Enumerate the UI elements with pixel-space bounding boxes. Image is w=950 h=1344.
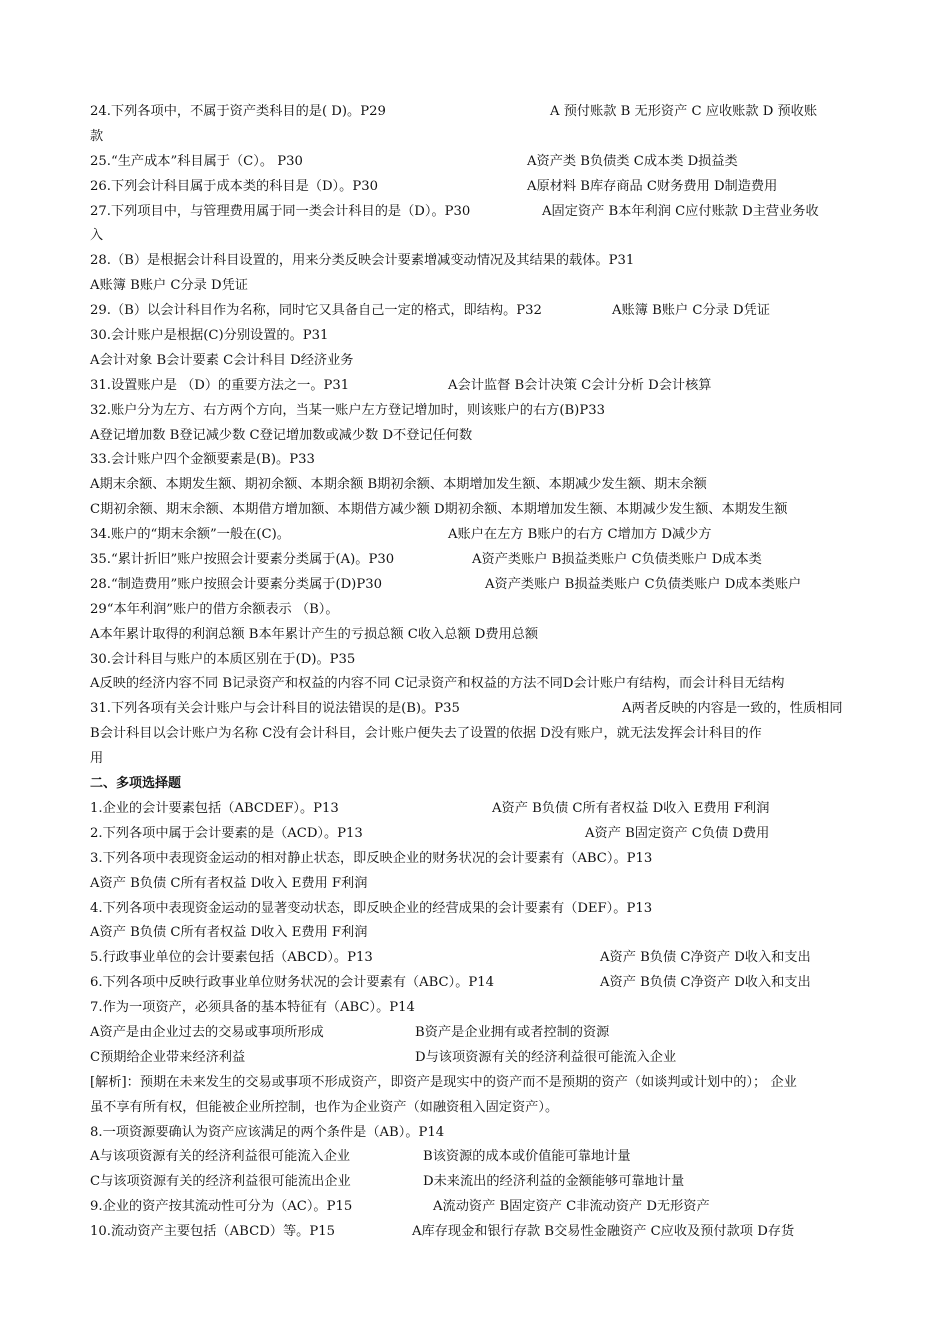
- text-line: [90, 374, 890, 399]
- text-line: [90, 150, 890, 175]
- text-line: [90, 175, 890, 200]
- line-options: A资产类 B负债类 C成本类 D损益类: [527, 153, 738, 169]
- line-text: 9.企业的资产按其流动性可分为（AC）。P15: [90, 1199, 353, 1215]
- line-text: A期末余额、本期发生额、期初余额、本期余额 B期初余额、本期增加发生额、本期减少发生额、期末余额: [90, 477, 707, 493]
- line-options: A两者反映的内容是一致的，性质相同: [622, 701, 843, 717]
- text-line: [90, 1046, 890, 1071]
- line-text: A与该项资源有关的经济利益很可能流入企业: [90, 1149, 351, 1165]
- text-line: [90, 573, 890, 598]
- line-options: A账簿 B账户 C分录 D凭证: [612, 303, 770, 319]
- text-line: [90, 872, 890, 897]
- line-text: C预期给企业带来经济利益: [90, 1049, 246, 1065]
- text-line: [90, 473, 890, 498]
- line-options: A资产 B负债 C净资产 D收入和支出: [600, 950, 811, 966]
- line-options: A资产 B负债 C所有者权益 D收入 E费用 F利润: [492, 800, 770, 816]
- line-options: A库存现金和银行存款 B交易性金融资产 C应收及预付款项 D存货: [412, 1224, 795, 1240]
- line-text: A登记增加数 B登记减少数 C登记增加数或减少数 D不登记任何数: [90, 427, 473, 443]
- line-options: A会计监督 B会计决策 C会计分析 D会计核算: [448, 377, 712, 393]
- line-text: 4.下列各项中表现资金运动的显著变动状态，即反映企业的经营成果的会计要素有（DEF）。P13: [90, 900, 653, 916]
- text-line: [90, 1170, 890, 1195]
- text-line: [90, 299, 890, 324]
- line-text: 虽不享有所有权，但能被企业所控制，也作为企业资产（如融资租入固定资产）。: [90, 1099, 559, 1115]
- line-text: 8.一项资源要确认为资产应该满足的两个条件是（AB）。P14: [90, 1124, 445, 1140]
- text-line: [90, 1071, 890, 1096]
- section-heading: [90, 772, 890, 797]
- line-text: 入: [90, 228, 104, 244]
- line-options: A资产类账户 B损益类账户 C负债类账户 D成本类: [472, 552, 762, 568]
- text-line: [90, 921, 890, 946]
- line-text: A反映的经济内容不同 B记录资产和权益的内容不同 C记录资产和权益的方法不同D会计账户有结构，而会计科目无结构: [90, 676, 785, 692]
- line-options: A 预付账款 B 无形资产 C 应收账款 D 预收账: [550, 104, 818, 119]
- line-text: 31.下列各项有关会计账户与会计科目的说法错误的是(B)。P35: [90, 701, 460, 717]
- line-text: A资产 B负债 C所有者权益 D收入 E费用 F利润: [90, 925, 368, 941]
- line-options: A固定资产 B本年利润 C应付账款 D主营业务收: [542, 203, 819, 219]
- line-text: 用: [90, 751, 104, 767]
- text-line: [90, 274, 890, 299]
- line-text: 35.“累计折旧”账户按照会计要素分类属于(A)。P30: [90, 552, 395, 568]
- line-options: A账户在左方 B账户的右方 C增加方 D减少方: [448, 527, 712, 543]
- line-options: A流动资产 B固定资产 C非流动资产 D无形资产: [433, 1199, 710, 1215]
- text-line: [90, 399, 890, 424]
- line-text: C期初余额、期末余额、本期借方增加额、本期借方减少额 D期初余额、本期增加发生额、本期减少发生额、本期发生额: [90, 502, 788, 518]
- text-line: [90, 1145, 890, 1170]
- text-line: [90, 996, 890, 1021]
- line-text: 25.“生产成本”科目属于（C）。 P30: [90, 153, 303, 169]
- line-text: 33.会计账户四个金额要素是(B)。P33: [90, 452, 315, 468]
- line-text: A会计对象 B会计要素 C会计科目 D经济业务: [90, 352, 354, 368]
- text-line: [90, 200, 890, 225]
- line-text: 款: [90, 128, 104, 144]
- text-line: [90, 448, 890, 473]
- line-text: 34.账户的“期末余额”一般在(C)。: [90, 527, 290, 543]
- line-text: 32.账户分为左方、右方两个方向，当某一账户左方登记增加时，则该账户的右方(B)P33: [90, 402, 605, 418]
- line-text: 29“本年利润”账户的借方余额表示 （B）。: [90, 601, 339, 617]
- text-line: [90, 324, 890, 349]
- line-text: 27.下列项目中，与管理费用属于同一类会计科目的是（D）。P30: [90, 203, 471, 219]
- line-text: 28.（B）是根据会计科目设置的，用来分类反映会计要素增减变动情况及其结果的载体。P31: [90, 253, 635, 269]
- line-text: 28.“制造费用”账户按照会计要素分类属于(D)P30: [90, 576, 382, 592]
- text-line: [90, 125, 890, 150]
- line-options: D与该项资源有关的经济利益很可能流入企业: [415, 1049, 677, 1065]
- text-line: [90, 1121, 890, 1146]
- line-text: 24.下列各项中，不属于资产类科目的是( D)。P29: [90, 104, 386, 119]
- line-text: 6.下列各项中反映行政事业单位财务状况的会计要素有（ABC）。P14: [90, 975, 495, 991]
- line-text: 3.下列各项中表现资金运动的相对静止状态，即反映企业的财务状况的会计要素有（ABC）。P13: [90, 850, 653, 866]
- text-line: [90, 498, 890, 523]
- text-line: [90, 847, 890, 872]
- line-text: A资产 B负债 C所有者权益 D收入 E费用 F利润: [90, 875, 368, 891]
- line-text: C与该项资源有关的经济利益很可能流出企业: [90, 1174, 351, 1190]
- text-line: [90, 424, 890, 449]
- line-text: [解析]：预期在未来发生的交易或事项不形成资产，即资产是现实中的资产而不是预期的资产（如谈判或计划中的）； 企业: [90, 1074, 797, 1090]
- line-options: A原材料 B库存商品 C财务费用 D制造费用: [527, 178, 778, 194]
- text-line: [90, 523, 890, 548]
- text-line: [90, 747, 890, 772]
- text-line: [90, 1195, 890, 1220]
- line-options: A资产 B负债 C净资产 D收入和支出: [600, 975, 811, 991]
- line-text: 1.企业的会计要素包括（ABCDEF）。P13: [90, 800, 339, 816]
- line-text: 30.会计账户是根据(C)分别设置的。P31: [90, 328, 329, 344]
- text-line: [90, 822, 890, 847]
- line-text: 26.下列会计科目属于成本类的科目是（D）。P30: [90, 178, 378, 194]
- line-text: 5.行政事业单位的会计要素包括（ABCD）。P13: [90, 950, 373, 966]
- line-text: A账簿 B账户 C分录 D凭证: [90, 278, 248, 294]
- line-text: A资产是由企业过去的交易或事项所形成: [90, 1024, 324, 1040]
- text-line: [90, 1220, 890, 1245]
- line-text: B会计科目以会计账户为名称 C没有会计科目，会计账户便失去了设置的依据 D没有账户，就无法发挥会计科目的作: [90, 726, 762, 742]
- text-line: [90, 797, 890, 822]
- line-text: 31.设置账户是 （D）的重要方法之一。P31: [90, 377, 350, 393]
- text-line: [90, 548, 890, 573]
- text-line: [90, 946, 890, 971]
- line-options: B资产是企业拥有或者控制的资源: [415, 1024, 610, 1040]
- text-line: [90, 100, 890, 125]
- line-options: A资产类账户 B损益类账户 C负债类账户 D成本类账户: [485, 576, 802, 592]
- text-line: [90, 1096, 890, 1121]
- line-options: B该资源的成本或价值能可靠地计量: [423, 1149, 631, 1165]
- text-line: [90, 249, 890, 274]
- text-line: [90, 598, 890, 623]
- line-options: A资产 B固定资产 C负债 D费用: [585, 825, 770, 841]
- line-text: 30.会计科目与账户的本质区别在于(D)。P35: [90, 651, 356, 667]
- text-line: [90, 623, 890, 648]
- text-line: [90, 224, 890, 249]
- text-line: [90, 648, 890, 673]
- text-line: [90, 971, 890, 996]
- text-line: [90, 672, 890, 697]
- line-text: 2.下列各项中属于会计要素的是（ACD）。P13: [90, 825, 363, 841]
- text-line: [90, 722, 890, 747]
- text-line: [90, 349, 890, 374]
- line-text: 10.流动资产主要包括（ABCD）等。P15: [90, 1224, 335, 1240]
- section-heading-text: 二、多项选择题: [90, 776, 182, 792]
- line-text: A本年累计取得的利润总额 B本年累计产生的亏损总额 C收入总额 D费用总额: [90, 626, 539, 642]
- line-text: 7.作为一项资产，必须具备的基本特征有（ABC）。P14: [90, 1000, 415, 1016]
- line-text: 29.（B）以会计科目作为名称，同时它又具备自己一定的格式，即结构。P32: [90, 303, 542, 319]
- text-line: [90, 897, 890, 922]
- line-options: D未来流出的经济利益的金额能够可靠地计量: [423, 1174, 685, 1190]
- text-line: [90, 1021, 890, 1046]
- text-line: [90, 697, 890, 722]
